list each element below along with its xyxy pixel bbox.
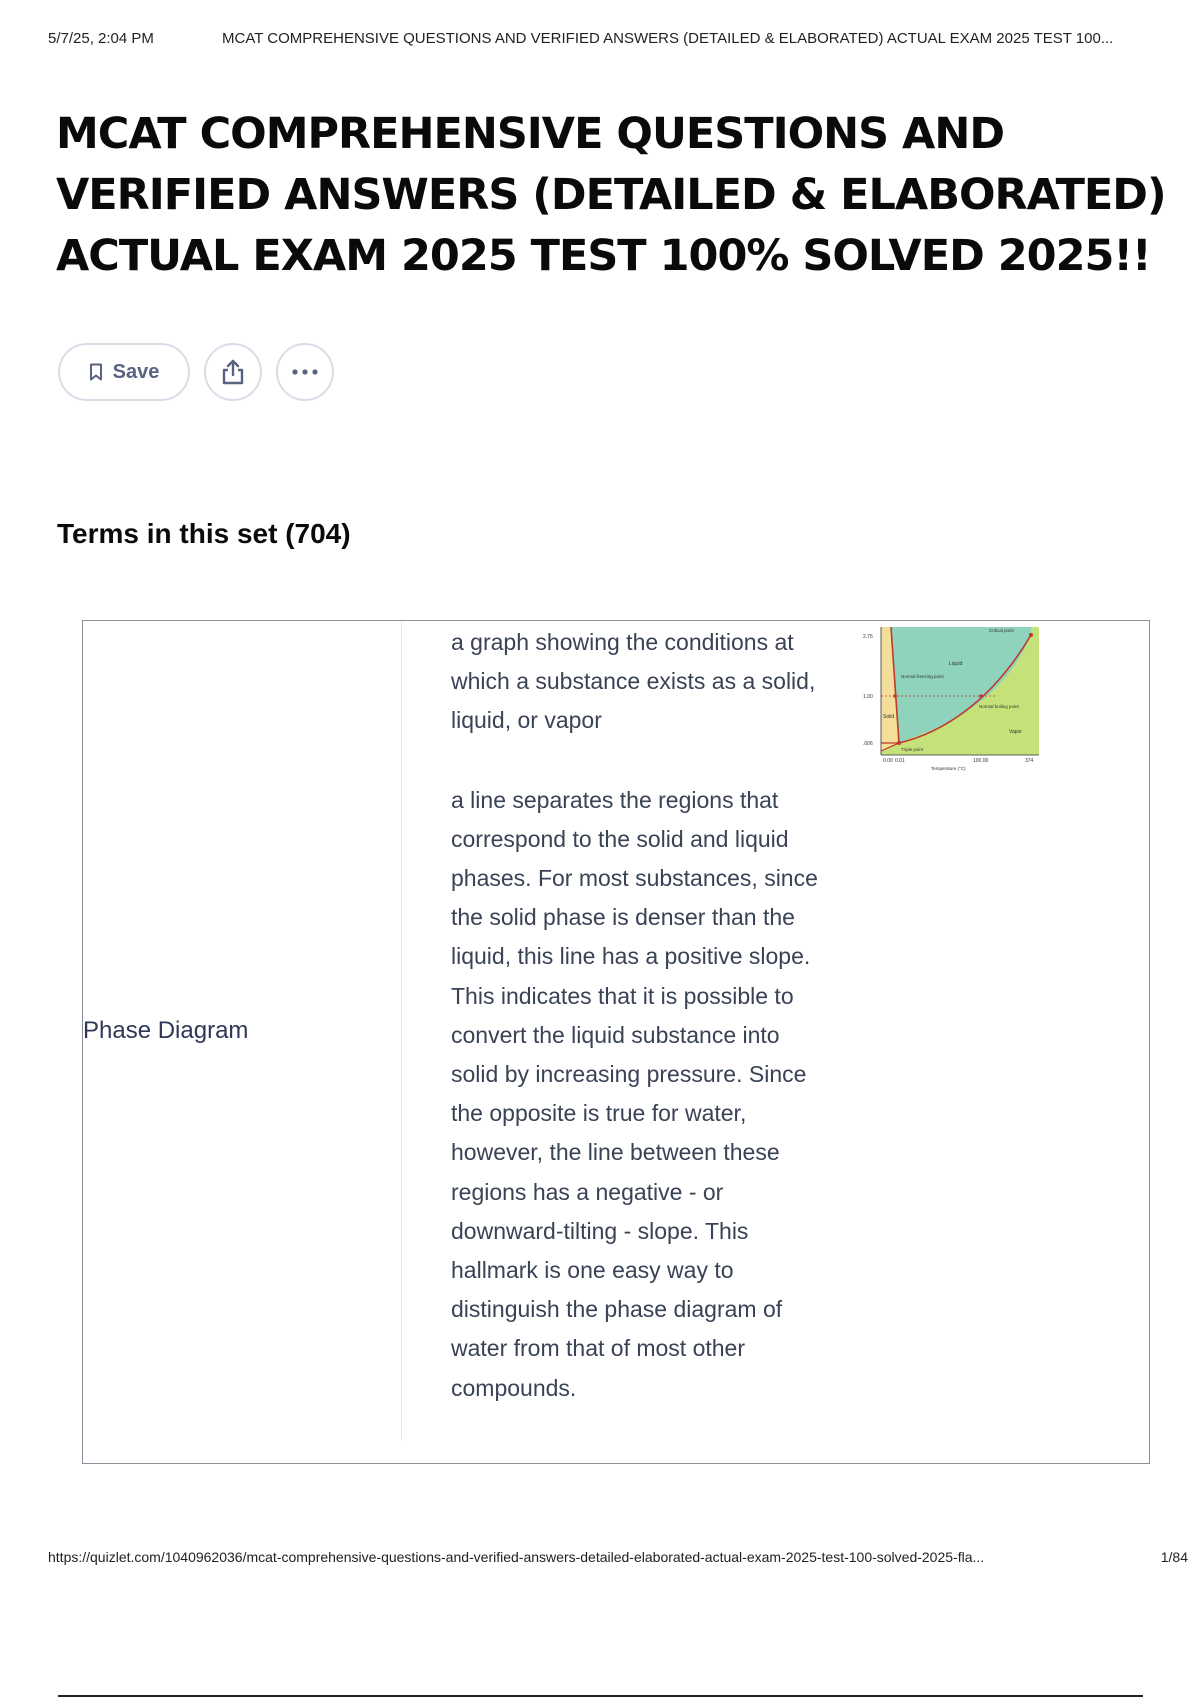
liquid-label: Liquid xyxy=(949,661,963,667)
terms-heading: Terms in this set (704) xyxy=(57,518,351,549)
critical-point-marker xyxy=(1029,633,1033,637)
y-tick-label: 2.75 xyxy=(863,634,873,640)
page-title: MCAT COMPREHENSIVE QUESTIONS AND VERIFIED ANSWERS (DETAILED & ELABORATED) ACTUAL EXAM 2025 TEST 100% SOLVED 2025!! xyxy=(56,109,1166,281)
critical-point-label: Critical point xyxy=(989,628,1014,633)
save-button[interactable] xyxy=(58,343,190,401)
print-header xyxy=(48,30,1188,47)
more-button[interactable] xyxy=(276,343,334,401)
freezing-point-marker xyxy=(893,694,897,698)
print-doc-title: MCAT COMPREHENSIVE QUESTIONS AND VERIFIED ANSWERS (DETAILED & ELABORATED) ACTUAL EXAM 2025 TEST 100... xyxy=(222,30,1114,47)
solid-label: Solid xyxy=(883,714,895,720)
term-cell xyxy=(83,621,402,1441)
bookmark-icon xyxy=(89,363,103,381)
y-tick-label: 1.00 xyxy=(863,694,873,700)
triple-point-label: Triple point xyxy=(901,747,924,752)
definition-paragraph-1: a graph showing the conditions at which a substance exists as a solid, liquid, or vapor xyxy=(451,629,816,734)
x-tick-label: 374 xyxy=(1025,758,1034,764)
x-tick-label: 0.01 xyxy=(895,758,905,764)
print-datetime: 5/7/25, 2:04 PM xyxy=(48,30,154,47)
share-button[interactable] xyxy=(204,343,262,401)
phase-diagram-image xyxy=(861,623,1041,773)
x-tick-label: 0.00 xyxy=(883,758,893,764)
freezing-point-label: Normal freezing point xyxy=(901,674,944,679)
print-url: https://quizlet.com/1040962036/mcat-comprehensive-questions-and-verified-answers-detailed-elaborated-actual-exam-2025-test-100-solved-2025-fla... xyxy=(48,1549,985,1565)
save-label: Save xyxy=(112,360,160,383)
x-axis-label: Temperature (°C) xyxy=(931,766,966,771)
term-card xyxy=(82,620,1150,1464)
definition-cell xyxy=(451,623,831,1408)
page-number: 1/84 xyxy=(1160,1549,1188,1565)
vapor-label: Vapor xyxy=(1009,729,1022,735)
triple-point-marker xyxy=(897,741,901,745)
print-footer xyxy=(48,1549,1188,1565)
bottom-divider xyxy=(58,1695,1143,1697)
action-bar xyxy=(58,343,334,401)
y-tick-label: .006 xyxy=(863,741,873,747)
more-icon xyxy=(291,369,319,375)
boiling-point-marker xyxy=(979,694,983,698)
definition-paragraph-2: a line separates the regions that correspond to the solid and liquid phases. For most substances, since the solid phase is denser than the liquid, this line has a positive slope. This indicates that it is possible to convert the liquid substance into solid by increasing pressure. Since the opposite is true for water, however, the line between these regions has a negative - or downward-tilting - slope. This hallmark is one easy way to distinguish the phase diagram of water from that of most other compounds. xyxy=(451,786,818,1401)
term-text: Phase Diagram xyxy=(83,1017,249,1044)
x-tick-label: 100.00 xyxy=(973,758,989,764)
share-icon xyxy=(220,358,246,386)
boiling-point-label: Normal boiling point xyxy=(979,704,1019,709)
